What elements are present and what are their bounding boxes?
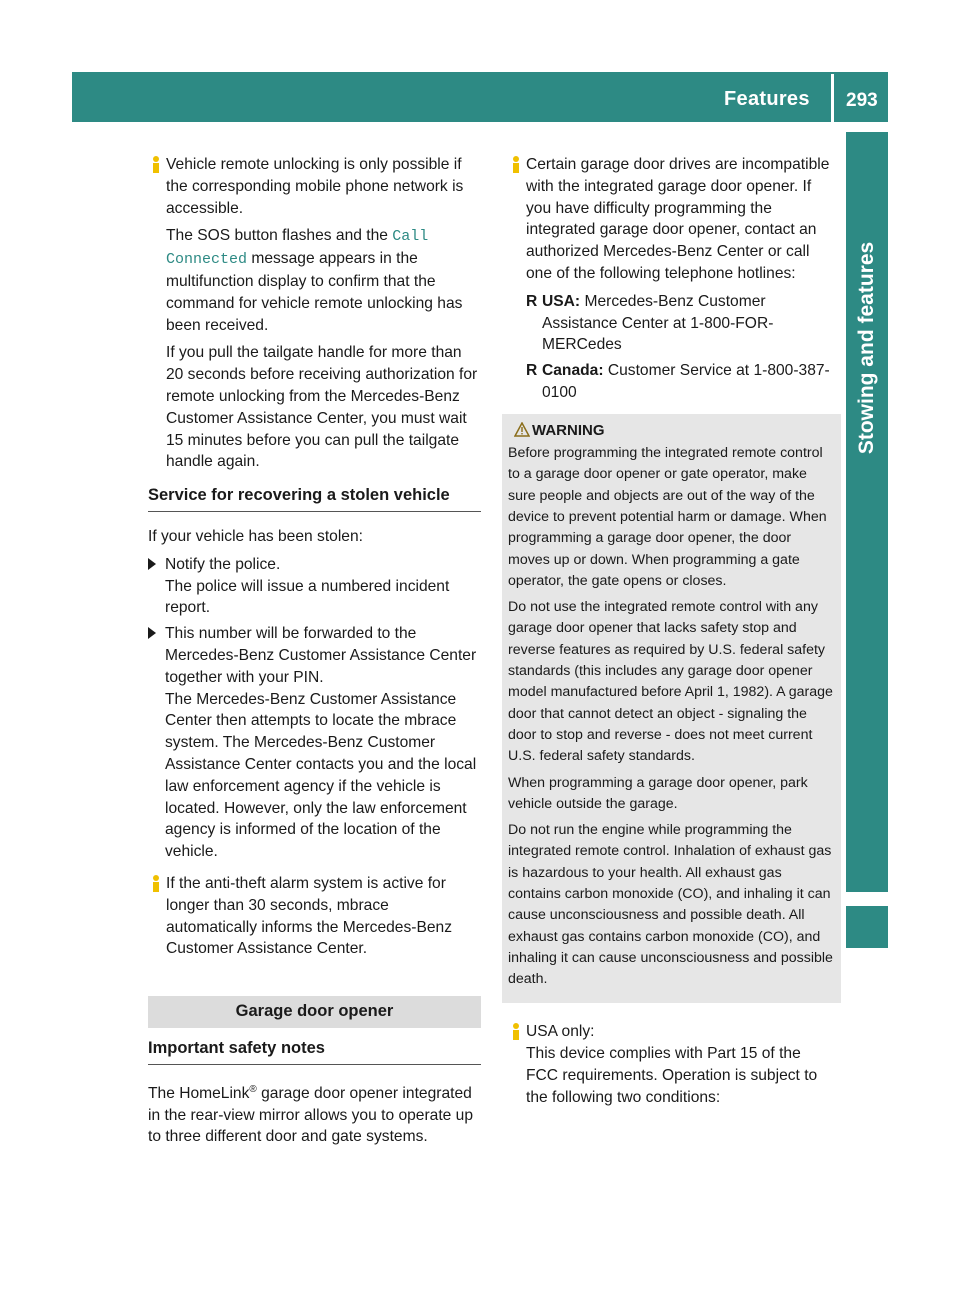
section-heading: Service for recovering a stolen vehicle	[148, 485, 481, 512]
side-marker	[846, 906, 888, 948]
step-item: Notify the police. The police will issue a numbered incident report.	[148, 554, 481, 619]
hotline-item: R USA: Mercedes-Benz Customer Assistance Center at 1-800-FOR-MERCedes	[526, 292, 774, 354]
warning-text: Do not use the integrated remote control with any garage door opener that lacks safety stop and reverse features as required by U.S. federal safety standards (this includes any garage door opener model manufactured before April 1, 1982). A garage door that cannot detect an object - signaling the door to stop and reverse - does not meet current U.S. federal safety standards.	[508, 599, 833, 765]
header-divider	[831, 74, 834, 122]
hotline-item: R Canada: Customer Service at 1-800-387-0100	[526, 362, 830, 401]
paragraph: If your vehicle has been stolen:	[148, 527, 363, 545]
info-note	[148, 154, 481, 473]
info-text: If the anti-theft alarm system is active for longer than 30 seconds, mbrace automatically informs the Mercedes-Benz Customer Assistance Center.	[166, 874, 453, 958]
info-text: This device complies with Part 15 of the FCC requirements. Operation is subject to the following two conditions:	[526, 1045, 818, 1106]
info-note	[508, 1021, 833, 1108]
page-number: 293	[846, 90, 878, 111]
side-tab	[846, 132, 888, 892]
warning-icon	[514, 422, 530, 437]
paragraph: The SOS button flashes and the Call Connected message appears in the multifunction display to confirm that the command for vehicle remote unlocking has been received.	[166, 227, 463, 334]
chapter-title: Features	[724, 88, 810, 110]
info-note	[148, 873, 481, 960]
info-text: Certain garage door drives are incompatible with the integrated garage door opener. If you have difficulty programming the integrated garage door opener, contact an authorized Mercedes-Benz Center or call one of the following telephone hotlines:	[526, 156, 830, 282]
left-column	[148, 154, 481, 1154]
info-icon	[148, 875, 163, 892]
step-arrow-icon	[148, 558, 156, 570]
info-icon	[508, 156, 523, 173]
grey-heading: Garage door opener	[148, 996, 481, 1028]
warning-text: Do not run the engine while programming the integrated remote control. Inhalation of exhaust gas is hazardous to your health. All exhaust gas contains carbon monoxide (CO), and inhaling it can cause unconsciousness and possible death. All exhaust gas contains carbon monoxide (CO), and inhaling it can cause unconsciousness and possible death.	[508, 822, 833, 988]
step-item: This number will be forwarded to the Mercedes-Benz Customer Assistance Center together with your PIN. The Mercedes-Benz Customer Assistance Center then attempts to locate the mbrace system. The Mercedes-Benz Customer Assistance Center contacts you and the local law enforcement agency if the vehicle is located. However, only the law enforcement agency is informed of the location of the vehicle.	[148, 623, 481, 863]
paragraph: If you pull the tailgate handle for more than 20 seconds before receiving authorization for remote unlocking from the Mercedes-Benz Customer Assistance Center, you must wait 15 minutes before you can pull the tailgate handle again.	[166, 344, 478, 471]
info-icon	[148, 156, 163, 173]
warning-text: Before programming the integrated remote control to a garage door opener or gate operator, make sure people and objects are out of the way of the device to prevent potential harm or damage. When programming a garage door opener, the door moves up or down. When programming a gate operator, the gate opens or closes.	[508, 445, 827, 589]
side-tab-label: Stowing and features	[855, 241, 878, 455]
section-heading: Important safety notes	[148, 1038, 481, 1065]
warning-title: WARNING	[508, 420, 835, 441]
paragraph: The HomeLink® garage door opener integrated in the rear-view mirror allows you to operate up to three different door and gate systems.	[148, 1083, 474, 1146]
info-title: USA only:	[526, 1023, 595, 1041]
warning-text: When programming a garage door opener, park vehicle outside the garage.	[508, 774, 808, 812]
warning-box	[502, 414, 841, 1004]
right-column	[508, 154, 833, 1115]
display-message: Call Connected	[166, 228, 429, 269]
info-text: Vehicle remote unlocking is only possible if the corresponding mobile phone network is accessible.	[166, 156, 464, 217]
step-arrow-icon	[148, 627, 156, 639]
info-note	[508, 154, 833, 404]
info-icon	[508, 1023, 523, 1040]
